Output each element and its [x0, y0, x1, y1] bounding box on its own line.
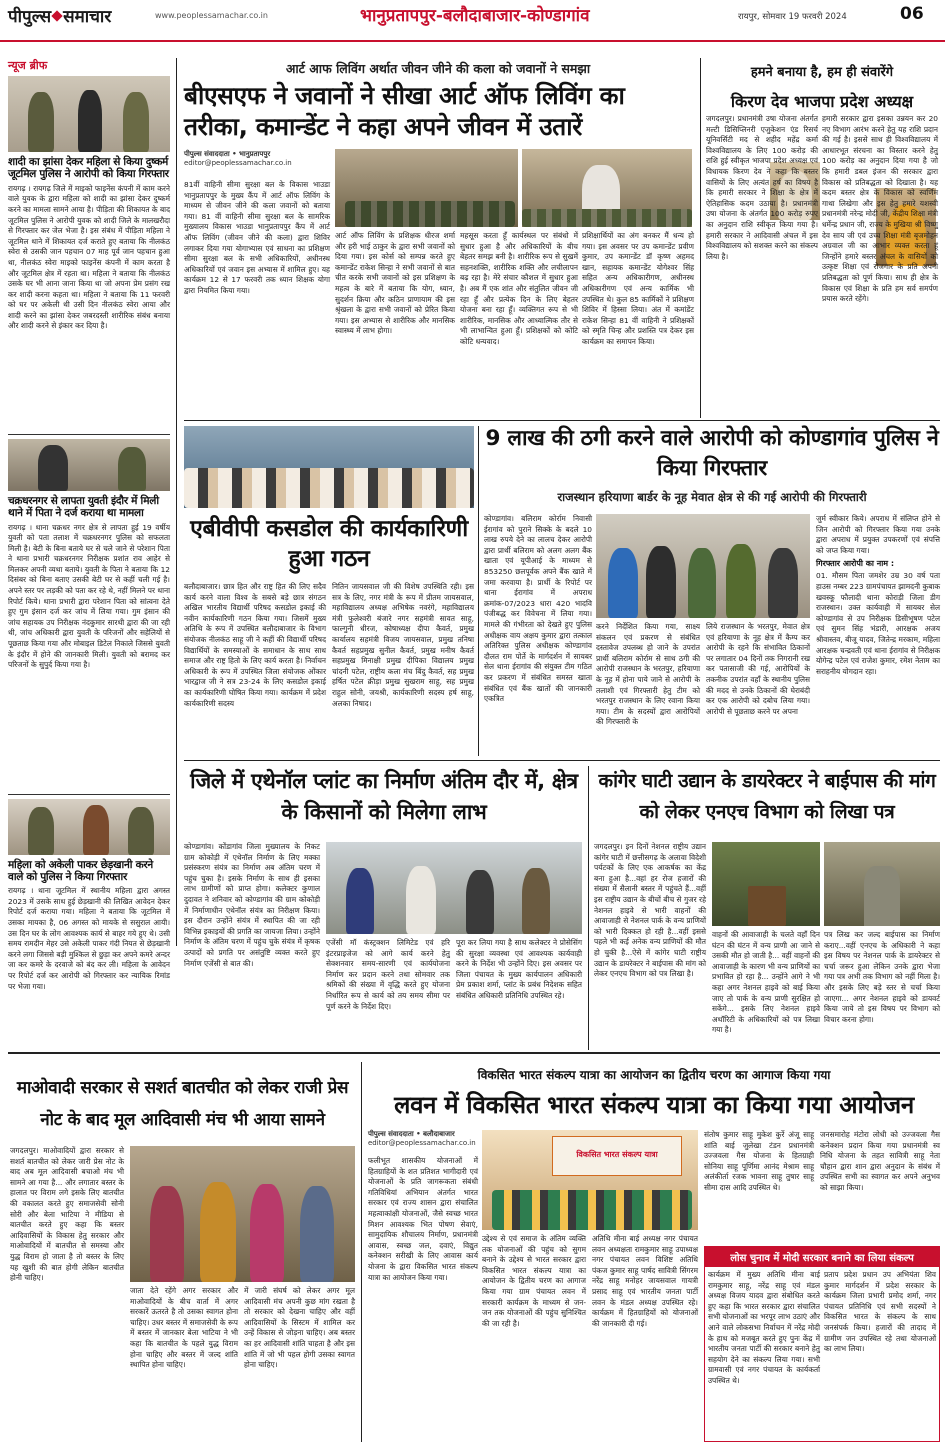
vbsy-col2: उद्देश्य से एवं समाज के अंतिम व्यक्ति तक योजनाओं की पहुंच को सुगम बनाने के उद्देश्य से भारत सरकार द्वारा विकसित भारत संकल्प यात्रा का आयोजन के द्वितीय चरण का आगाज किया गया ग्राम पंचायत लवन में सरकारी कार्यक्रम के माध्यम से जन-जन तक योजनाओं की पहुंच सुनिश्चित की जा रही है।	[482, 1234, 586, 1328]
fraud-col3-wrap	[816, 514, 940, 754]
fraud-col1: कोण्डागांव। बलिराम कोर्राम निवासी ईरागांव को पुराने सिक्के के बदले 10 लाख रुपये देने का लालच देकर आरोपी द्वारा प्रार्थी बलिराम को अलग अलग बैंक खाता एवं यूपीआई के माध्यम से 853250 छलपूर्वक अपने बैंक खाते में जमा करवाया है। प्रार्थी के रिपोर्ट पर थाना ईरागांव में अपराध क्रमांक-07/2023 धारा 420 भादवि पंजीबद्ध कर विवेचना में लिया गया। मामले की गंभीरता को देखते हुए पुलिस अधीक्षक वाय अक्षय कुमार द्वारा तत्काल अतिरिक्त पुलिस अधीक्षक कोण्डागांव दौलत राम पोर्ते के मार्गदर्शन में सायबर सेल थाना ईरागांव की संयुक्त टीम गठित कर प्रकरण में संबंधित समस्त खाता संबंधित एवं बैंक खातों की जानकारी एकत्रित	[484, 514, 592, 704]
bjp-headline: किरण देव भाजपा प्रदेश अध्यक्ष	[730, 92, 914, 111]
vbsy-col3: अतिथि मीना बाई अध्यक्ष नगर पंचायत लवन अध्यक्षता रामकुमार साहू उपाध्यक्ष नगर पंचायत लवन विशिष्ट अतिथि पंकज कुमार साहू पार्षद सावित्री सिंगरम नरेंद्र साहू मनोहर जायसवाल गायत्री प्रसाद साहू एवं भारतीय जनता पार्टी लवन के मंडल अध्यक्ष उपस्थित रहे। कार्यक्रम में हितग्राहियों को योजनाओं की जानकारी दी गई।	[592, 1234, 698, 1328]
fraud-headline: 9 लाख की ठगी करने वाले आरोपी को कोण्डागांव पुलिस ने किया गिरफ्तार	[485, 426, 939, 481]
vbsy-col5: जनसमारोह मंटोरा लोधी को उज्जवला गैस कनेक्शन प्रदान किया गया प्रधानमंत्री स्व निधि योजना के तहत सावित्री साहू नेता चौहान द्वारा शान द्वारा अनुदान के संबंध में उपस्थित सभी का स्वागत कर अपने अनुभव को साझा किया।	[820, 1130, 940, 1192]
kanger-col3: पत्र लिख कर जल्द बाईपास का निर्माण कराए...वहीं एनएच के अधिकारी ने कहा इस विषय पर नेशनल पार्क के डायरेक्टर से चर्चा जरूर हुआ लेकिन उनके द्वारा भेजा गया पत्र अभी तक विभाग को नहीं मिला है। और इसके लिए बड़े स्तर से चर्चा किया जाएगा... अगर नेशनल हाइवे को डायवर्ट किया जाये तो इस विषय पर विभाग को विचार करना होगा।	[824, 930, 940, 1024]
brief1-photo	[8, 76, 170, 152]
fraud-arrest-label: गिरफ्तार आरोपी का नाम :	[816, 559, 895, 569]
fraud-col2: करने निर्देशित किया गया, साक्ष्य संकलन एवं प्रकरण से संबंधित दस्तावेज उपलब्ध हो जाने के उपरांत प्रार्थी बलिराम कोर्राम से साथ ठगी की आरोपी राजस्थान के भरतपुर, हरियाणा के नूह में होना पाये जाने से आरोपी के तलाशी एवं गिरफ्तारी हेतु टीम को भरतपुर राजस्थान के लिए रवाना किया गया। टीम के सदस्यों द्वारा आरोपियों की गिरफ्तारी के	[596, 622, 700, 727]
brand-right: समाचार	[63, 7, 112, 27]
vbsy-byline-email: editor@peoplessamachar.co.in	[368, 1139, 476, 1147]
ethanol-col2: एजेंसी मॉ कंस्ट्रक्शन लिमिटेड एवं हरि इंटरप्राइजेज को आगे कार्य करने हेतु सेक्शनवार समय-सारणी एवं कार्ययोजना निर्माण कर प्रदान करने तथा सोमवार तक श्रमिकों की संख्या में वृद्धि करते हुए योजना निर्धारित रूप से कार्य को तय समय सीमा पर पूर्ण करने के निर्देश दिए।	[326, 938, 450, 1011]
kanger-photo-2	[824, 842, 940, 926]
bsf-col3: महसूस करता हूँ कार्यस्थल पर संबंधो में सुधार हुआ है और अधिकारियों के बीच बेहतर समझ बनी है। शारीरिक रूप से सुखमें सहनशक्ति, शारीरिक शक्ति और लचीलापन बढ़ रहा है। मेरे संचार कौशल में सुधार हुआ है। अब मैं एक शांत और संतुलित जीवन जी रहा हूँ और प्रत्येक दिन के लिए बेहतर योजना बना रहा हूँ। व्यक्तिगत रूप से भी शारीरिक, मानसिक और आध्यात्मिक तौर से भी लाभान्वित हुआ हूँ। प्रशिक्षकों को कोटि कोटि धन्यवाद।	[460, 231, 578, 346]
fraud-deck: राजस्थान हरियाणा बार्डर के नूह मेवात क्षेत्र से की गई आरोपी की गिरफ्तारी	[557, 490, 867, 504]
brand-left: पीपुल्स	[8, 7, 52, 27]
maoist-col3: में जारी संघर्ष को लेकर अगर मूल आदिवासी मंच अपनी कुछ मांग रखता है तो सरकार को देखना चाहिए और वहीं आदिवासियों के सिस्टम में शामिल कर उन्हें विकास से जोड़ना चाहिए। अब बस्तर का हर आदिवासी शांति चाहता है और इस शांति में जो भी पहल होगी उसका स्वागत होना चाहिए।	[244, 1286, 355, 1370]
vbsy-byline-name: पीपुल्स संवाददाता • बलौदाबाजार	[368, 1130, 455, 1138]
brief2-headline: चक्रधरनगर से लापता युवती इंदौर में मिली थाने में पिता ने दर्ज कराया था मामला	[8, 494, 159, 520]
ethanol-col3: पूरा कर लिया गया है साथ कलेक्टर ने प्रोसेसिंग की सुरक्षा व्यवस्था एवं आवश्यक कार्यवाही करने के निर्देश भी उन्होंने दिए। इस अवसर पर जिला पंचायत के मुख्य कार्यपालन अधिकारी प्रेम प्रकाश शर्मा, प्लांट के प्रबंध निदेशक सहित संबंधित अधिकारी प्रतिनिधि उपस्थित रहे।	[456, 938, 582, 1000]
fraud-col3b: 01. मौसम पिता जमशेर उम्र 30 वर्ष पता हाउस नम्बर 223 ग्रामपंचायत झामदनी कुबाक खवस्कू फौलादी थाना कोराड़ी जिला डीग राजस्थान। उक्त कार्यवाही में सायबर सेल कोण्डागांव से उप निरीक्षक डिसीभूषण पटेल एवं सुमन सिंह भंडारी, आरक्षक अजय श्रीवास्तव, बीजू यादव, जितेन्द्र मरकाम, महिला आरक्षक चन्द्रवती एवं थाना ईरागांव से निरीक्षक योगेन्द्र पटेल एवं राजेश कुमार, रमेश नेताम का सराहनीय योगदान रहा।	[816, 571, 940, 676]
maoist-col1: जगदलपुर। माओवादियों द्वारा सरकार से सशर्त बातचीत को लेकर जारी प्रेस नोट के बाद अब मूल आदिवासी बचाओ मंच भी सामने आ गया है... और लगातार बस्तर के हालात पर विराम लगे इसके लिए बातचीत की वकालत करते हुए समाजसेवी सोनी सोरी और बेला भाटिया ने मीडिया से बातचीत करते हुए कहा कि बस्तर आदिवासियों के विकास हेतु सरकार और माओवादियों में बातचीत से समस्या और युद्ध विराम हो जाता है तो बस्तर के लिए यह खुशी की बात होगी लेकिन बातचीत होनी चाहिए।	[10, 1146, 124, 1283]
fraud-col3: जुर्म स्वीकार किये। अपराध में संलिप्त होने से जिन आरोपी को गिरफ्तार किया गया उनके द्वारा अपराध में प्रयुक्त उपकरणों एवं संपत्ति को जप्त किया गया।	[816, 514, 940, 555]
bsf-byline-name: पीपुल्स संवाददाता • भानुप्रतापपुर	[184, 150, 271, 158]
fraud-photo	[596, 514, 810, 618]
modi-box	[704, 1246, 940, 1442]
brand-logo	[8, 4, 128, 26]
bsf-photo-2	[522, 149, 692, 227]
modi-body: कार्यक्रम में मुख्य अतिथि मीना बाई रामकुमार साहू, नरेंद्र साहू एवं मंडल अध्यक्ष विजय यादव द्वारा संबोधित करते हुए कहा कि भारत सरकार द्वारा संचालित सभी योजनाओं का भरपूर लाभ उठाएं और आने वाले लोकसभा निर्वाचन में नरेंद्र मोदी के हाथ को मजबूत करते हुए पुनः केंद्र में भारतीय जनता पार्टी की सरकार बनाने हेतु सहयोग देने का संकल्प लिया गया। सभी ग्रामवासी एवं नगर पंचायत के कार्यकर्ता उपस्थित थे।	[708, 1270, 820, 1385]
dateline: रायपुर, सोमवार 19 फरवरी 2024	[738, 12, 847, 22]
site-url[interactable]: www.peoplessamachar.co.in	[155, 11, 268, 20]
abvp-col1: बलौदाबाजार। छात्र हित और राष्ट्र हित की लिए सदैव कार्य करने वाला विश्व के सबसे बड़े छात्र संगठन अखिल भारतीय विद्यार्थी परिषद कसडोल इकाई की नवीन कार्यकारिणी गठन किया गया। जिसमें मुख्य अतिथि के रूप में उपस्थित बलौदाबाजार के विभाग संयोजक नीलकंठ साहू जी ने कहीं की विद्यार्थी परिषद विद्यार्थियों के समस्याओं के समाधान के साथ साथ समाज और राष्ट्र हितो के लिए कार्य करता है। निर्वाचन अधिकारी के रूप में उपस्थित जिला संयोजक ओंकार भारद्वाज जी ने सत्र 23-24 के लिए कसडोल इकाई का कार्यकारिणी घोषित किया गया। कार्यक्रम में प्रदेश कार्यकारिणी सदस्य	[184, 582, 326, 708]
bjp-kicker: हमने बनाया है, हम ही संवारेंगे	[750, 65, 894, 80]
vbsy-photo	[482, 1130, 698, 1230]
kanger-col1: जगदलपुर। इन दिनों नेशनल राष्ट्रीय उद्यान कांगेर घाटी में छत्तीसगढ़ के अलावा विदेशी पर्यटकों के लिए एक आकर्षक का केंद्र बना हुआ है...वहां हर रोज हजारों की संख्या में सैलानी बस्तर में पहुंचते हैं...वहीं इस राष्ट्रीय उद्यान के बीचों बीच से गुजर रहे नेशनल हाइवे से भारी वाहनों की आवाजाही से नेशनल पार्क के वन्य प्राणियों को भारी दिक्कत हो रही है...वहीं इससे पहले भी कई अनेक वन्य प्राणियों की मौत हो चुकी है...ऐसे में कांगेर घाटी राष्ट्रीय उद्यान के डायरेक्टर ने बाईपास की मांग को लेकर एनएच विभाग को पत्र लिखा है।	[594, 842, 706, 979]
brief2-body: रायगढ़ । थाना चक्रधर नगर क्षेत्र से लापता हुई 19 वर्षीय युवती को पता तलाश में चक्रधरनगर पुलिस को सफलता मिली है। बेटी के बिना बताये घर से चले जाने से परेशान पिता ने थाना प्रभारी चक्रधरनगर निरीक्षक प्रशांत राव आहेर से मिलकर अपनी व्यथा बताये। युवती के पिता ने बताया कि 12 दिसंबर को बिना बताए उसकी बेटी घर से कहीं चली गई है। अपने स्तर पर लड़की को पता कर रहे थे, नहीं मिलने पर थाना रिपोर्ट किये। थाना प्रभारी द्वारा परेशान पिता को सांत्वना देते हुए गुम इंसान दर्ज कर जांच में लिया गया। गुम इंसान की जांच सहायक उप निरीक्षक नंदकुमार सारथी द्वारा की जा रही थी, जांच अधिकारी द्वारा युवती के परिजनों और सहेलियों से पूछताछ किया गया और मोबाइल डिटेल निकाले जिससे युवती के इंदौर में होने की जानकारी मिली। युवती को बरामद कर परिजनों के सुपुर्द किया गया है।	[8, 522, 170, 670]
bsf-col1: 81वीं वाहिनी सीमा सुरक्षा बल के विकास भाउडा भानुप्रतापपुर के मुख्य कैंप में आर्ट ऑफ लिविंग के माध्यम से जीवन जीने की कला जवानों को बताया गया। 81 वीं वाहिनी सीमा सुरक्षा बल के सामरिक मुख्यालय विकास भाउडा भानुप्रतापपुर कैंप में आर्ट ऑफ लिविंग (जीवन जीने की कला) द्वारा शिविर लगाकर दिया गया योगाभ्यास एवं साधना का प्रशिक्षण सीमा सुरक्षा बल के सभी अधिकारियों, अधीनस्थ अधिकारियों एवं जवान इस अभ्यास में शामिल हुए। यह कार्यक्रम 12 से 17 फरवरी तक ध्यान शिक्षक योगा द्वारा नियमित किया गया।	[184, 180, 330, 295]
bsf-col2: आर्ट ऑफ लिविंग के प्रशिक्षक धीरज शर्मा और हरी भाई ठाकुर के द्वारा सभी जवानों को दिया गया। इस कोर्स को सम्पन्न करते हुए कमान्डेंट राकेश सिन्हा ने सभी जवानों से बात चीत करके सभी जवानों को इस प्रशिक्षण के महत्व के बारे में बताया कि योग, ध्यान, सुदर्शन क्रिया और कठिन प्राणायाम की इस श्रृंखला के द्वारा सभी जवानों को प्रेरित किया गया। इस अभ्यास से शारीरिक और मानसिक स्वास्थ्य में लाभ होगा।	[335, 231, 455, 336]
news-brief-label: न्यूज ब्रीफ	[8, 59, 48, 72]
maoist-headline: माओवादी सरकार से सशर्त बातचीत को लेकर राजी प्रेस नोट के बाद मूल आदिवासी मंच भी आया सामने	[16, 1078, 349, 1130]
logo-diamond-icon	[51, 10, 62, 21]
brief3-body: रायगढ़ । थाना जूटमिल में स्थानीय महिला द्वारा अगस्त 2023 में उसके साथ हुई छेड़खानी की लिखित आवेदन देकर रिपोर्ट दर्ज कराया गया। महिला ने बताया कि जूटमिल में उसका मायका है, 06 अगस्त को मायके से ससुराल आयी। उस दिन घर के लोग आवश्यक कार्य से बाहर गये हुए थे। उसी समय रामदीन मेहर उसे अकेली पाकर गंदी नियत से छेड़खानी करने लगा जिससे बड़ी मुश्किल से छुड़ा कर अपने कमरे अन्दर जा कर कमरे के दरवाजे को बंद कर ली। महिला के आवेदन पर रिपोर्ट दर्ज कर आरोपी को गिरफ्तार कर न्यायिक रिमांड पर भेजा गया।	[8, 886, 170, 991]
bjp-col1: जगदलपुर। प्रधानमंत्री उषा योजना अंतर्गत मल्टी डिसिप्लिनरी एजुकेशन एंड रिसर्च यूनिवर्सिटी मद से शहीद महेंद्र कर्मा विश्वविद्यालय के लिए 100 करोड़ की राशि हुई स्वीकृत भाजपा प्रदेश अध्यक्ष एवं विधायक किरण देव ने कहा कि बस्तर वासियों के लिए अत्यंत हर्ष का विषय है कि हमारी सरकार ने शिक्षा के क्षेत्र में ऐतिहासिक कदम उठाया है। प्रधानमंत्री उषा योजना के अंतर्गत 100 करोड़ रुपए का अनुदान राशि स्वीकृत किया गया है। हमारी सरकार ने आदिवासी अंचल में इस विश्वविद्यालय को सशक्त करने का संकल्प लिया है।	[706, 114, 818, 261]
bsf-byline-email: editor@peoplessamachar.co.in	[184, 159, 292, 167]
ethanol-col1: कोण्डागांव। कोंडागांव जिला मुख्यालय के निकट ग्राम कोकोड़ी में एथेनॉल निर्माण के लिए मक्का प्रसंस्करण संयंत्र का निर्माण अब अंतिम चरण में पहुंच चुका है। इसके निर्माण के साथ ही इसका लाभ ग्रामीणों को प्राप्त होगा। कलेक्टर कुणाल दुदावत ने शनिवार को कोण्डागांव की ग्राम कोकोड़ी में निर्माणाधीन एथेनॉल संयंत्र का निरीक्षण किया। इस दौरान उन्होंने संयंत्र में स्थापित की जा रही विभिन्न इकाइयों की प्रगति का जायजा लिया। उन्होंने निर्माण के अंतिम चरण में पहुंच चुके संयंत्र में कृषक उत्पादों को प्रगति पर असंतुष्टि व्यक्त करते हुए निर्माण एजेंसी से बात की।	[184, 842, 320, 968]
section-title: भानुप्रतापपुर-बलौदाबाजार-कोण्डागांव	[360, 6, 590, 26]
bsf-byline	[184, 150, 334, 168]
bsf-headline: बीएसएफ ने जवानों ने सीखा आर्ट ऑफ लिविंग का तरीका, कमान्डेंट ने कहा अपने जीवन में उतारें	[184, 81, 625, 141]
maoist-col2: जाता देते रहेंगे अगर सरकार और माओवादियों के बीच वार्ता में अगर सरकारें ऊतरते है तो उसका स्वागत होना चाहिए। उधर बस्तर में समाजसेवी के रूप में बस्तर में जानकार बेला भाटिया ने भी कहा कि बातचीत के पहले युद्ध विराम होना चाहिए और बस्तर में जल्द शांति स्थापित होना चाहिए।	[130, 1286, 238, 1370]
bsf-kicker: आर्ट आफ लिविंग अर्थात जीवन जीने की कला को जवानों ने समझा	[285, 61, 591, 76]
news-brief-column	[8, 58, 170, 991]
modi-headline: लोस चुनाव में मोदी सरकार बनाने का लिया संकल्प	[705, 1247, 939, 1267]
page-number: 06	[900, 4, 924, 24]
abvp-headline: एबीवीपी कसडोल की कार्यकारिणी हुआ गठन	[190, 516, 468, 572]
ethanol-headline: जिले में एथेनॉल प्लांट का निर्माण अंतिम दौर में, क्षेत्र के किसानों को मिलेगा लाभ	[190, 769, 578, 824]
modi-body2: प्रताप प्रदेश प्रधान उप अभियंता शिव कुमार मार्गदर्शन में प्रदेश सरकार के कार्यक्रम जिला प्रभारी प्रमोद शर्मा, नगर पंचायत प्रतिनिधि एवं सभी सदस्यों ने विकसित भारत के संकल्प के साथ जनसंपर्क किया। हजारों की तादाद में ग्रामीण जन उपस्थित रहे तथा योजनाओं का लाभ लिया।	[824, 1270, 936, 1354]
brief2-photo	[8, 439, 170, 491]
maoist-photo	[130, 1146, 355, 1282]
abvp-photo	[184, 426, 474, 508]
kanger-photo-1	[712, 842, 820, 926]
masthead	[0, 0, 945, 42]
brief3-photo	[8, 799, 170, 855]
bsf-photo-1	[335, 149, 518, 227]
brief1-headline: शादी का झांसा देकर महिला से किया दुष्कर्म जूटमिल पुलिस ने आरोपी को किया गिरफ्तार	[8, 156, 169, 181]
vbsy-banner	[552, 1136, 682, 1176]
vbsy-headline: लवन में विकसित भारत संकल्प यात्रा का किया गया आयोजन	[394, 1091, 914, 1119]
bjp-col2: हमारी सरकार द्वारा इसका उन्नयन कर 20 नए विभाग आरंभ करने हेतु यह राशि प्रदान की गई है। इससे साथ ही विश्वविद्यालय में आधारभूत संरचना का विस्तार करने हेतु 100 करोड़ का अनुदान दिया गया है जो कि हमारी डबल इंजन की सरकार द्वारा विकास को प्रतिबद्धता को दिखाता है। यह कदम बस्तर क्षेत्र के विकास को स्वर्णिम गाथा लिखेगा और इस हेतु हमारे यशस्वी प्रधानमंत्री नरेन्द्र मोदी जी, केंद्रीय शिक्षा मंत्री धर्मेन्द्र प्रधान जी, राज्य के मुखिया श्री विष्णु देव साय जी एवं उच्च शिक्षा मंत्री बृजमोहन अग्रवाल जी का आभार व्यक्त करता हूं जिन्होंने हमारे बस्तर अंचल के वासियों को उत्कृष्ट शिक्षा एवं रोजगार के प्रति अपनी प्रतिबद्धता को पूर्ण किया। साथ ही क्षेत्र के विकास एवं शिक्षा के प्रति हम सर्व समर्पण प्रयास करते रहेंगे।	[822, 114, 938, 304]
fraud-col2b: लिये राजस्थान के भरतपुर, मेवात क्षेत्र एवं हरियाणा के नूह क्षेत्र में कैम्प कर आरोपी के रहने कि संभावित ठिकानों पर लगातार 04 दिनों तक निगरानी रख कर पतासाजी की गई, आरोपियों के तकनीक उपरांत वहाँ के स्थानीय पुलिस की मदद से उनके ठिकानों की घेराबंदी कर एक आरोपी को दबोच लिया गया। आरोपी से पूछताछ करने पर अपना	[706, 622, 810, 716]
vbsy-col4: संतोष कुमार साहू मुकेश कुर्रे अंजू साहू शांति बाई जुलेखा टंडन प्रधानमंत्री उज्जवला गैस योजना के हितग्राही सोनिया साहू पूर्णिमा आनंद मेश्राम साहू अलंकीर्ता रजक भावना साहू तुषार साहू सीमा दास आदि उपस्थित थे।	[704, 1130, 814, 1192]
kanger-col2: वाहनों की आवाजाही के चलते वहाँ दिन घंटन की घंटन में वन्य प्राणी आ जाने से उसकी मौत हो जाती है... वहीं वाहनों की आवाजाही के कारण भी वन्य प्राणियों का प्रभावित हो रहा है... उन्होंने आगे ने भी कहा अगर नेशनल हाइवे को बाई किया जाए तो पार्क के वन्य प्राणी सुरक्षित हो सकेंगे... इसके लिए नेशनल हाइवे अथॉरिटी के अधिकारियों को पत्र लिखा गया है।	[712, 930, 820, 1035]
abvp-col2: नितिन जायसवाल जी की विशेष उपस्थिति रही। इस सत्र के लिए, नगर मंत्री के रूप में प्रीतम जायसवाल, महाविद्यालय अध्यक्ष अभिषेक नवरंगे, महाविद्यालय मंत्री फुलेश्वरी बंजारे नगर सहमंत्री सावत साहू, फाल्गुनी धीरज, कोषाध्यक्ष दीपा कैवर्त, प्रमुख कार्यालय सहमंत्री विजय जायसवाल, प्रमुख तनिषा कैवर्त सहप्रमुख सुनील कैवर्त, प्रमुख मनीष कैवर्त सहप्रमुख मिनाक्षी प्रमुख दीपिका विद्यालय प्रमुख चांदनी पटेल, राष्ट्रीय कला मंच बिंदु कैवर्त, सह प्रमुख हर्षित पटेल क्रीड़ा प्रमुख सुखराम साहू, सह प्रमुख राहुल सोनी, जयश्री, कार्यकारिणी सदस्य हर्ष साहू, अलका निषाद।	[332, 582, 474, 708]
ethanol-photo	[326, 842, 582, 934]
vbsy-col1: फलीभूत शासकीय योजनाओं में हितग्राहियों के शत प्रतिशत भागीदारी एवं योजनाओं के प्रति जागरूकता संबंधी गतिविधियां अभियान अंतर्गत भारत सरकार एवं राज्य शासन द्वारा संचालित महत्वाकांक्षी योजनाओं, जैसे स्वच्छ भारत मिशन आवश्यक भित पोषण सेवाएं, सामुदायिक शौचालय निर्माण, प्रधानमंत्री आवास, स्वच्छ जल, दवाएं, विद्युत कनेक्शन सरीखी के लिए आवास कार्य योजना के द्वारा विकसित भारत संकल्प यात्रा का आयोजन किया गया।	[368, 1156, 478, 1282]
vbsy-banner-text: विकसित भारत संकल्प यात्रा	[576, 1150, 658, 1159]
kanger-headline: कांगेर घाटी उद्यान के डायरेक्टर ने बाईपास की मांग को लेकर एनएच विभाग को लिखा पत्र	[598, 770, 936, 823]
vbsy-kicker: विकसित भारत संकल्प यात्रा का आयोजन का द्वितीय चरण का आगाज किया गया	[477, 1068, 831, 1082]
brief1-body: रायगढ़ । रायगढ़ जिले में माइको फाइनेंस कंपनी में काम करने वाले युवक के द्वारा महिला को शादी का झांसा देकर दुष्कर्म करने का मामला सामने आया है। पीड़िता की शिकायत के बाद जूटमिल पुलिस ने आरोपी युवक को शादी जिले के मालखरौदा से गिरफ्तार कर जेल भेजा है। इस संबंध में पीड़िता महिला ने जूटमिल थाने में शिकायत दर्ज कराते हुए बताया कि नीलकंठ स्वेरा से उसकी जान पहचान 07 माह पूर्व जान पहचान हुआ था, नीलकंठ स्वेरा माइको फाइनेंस कंपनी में काम करता है और जूटमिल क्षेत्र में रहता था। महिला ने बताया कि नीलकंठ उसके घर भी आना जाना किया था जो अपना प्रेम प्रसंग रख कर शादी करना कहता था। महिला ने बताया कि 11 फरवरी को घर पर अकेली थी उसी दिन नीलकंठ स्वेरा आया और शादी करने का झांसा देकर जबरदस्ती शारीरिक संबंध बनाया और शादी करने से इंकार कर दिया है।	[8, 183, 170, 331]
bsf-col4: प्रशिक्षार्थियों का अंग बनकर मैं धन्य हो गया। इस अवसर पर उप कमान्डेंट प्रवीण कुमार, उप कमान्डेंट डॉ कृष्ण अहमद खान, सहायक कमान्डेंट योगेश्वर सिंह सहित अन्य अधिकारीगण, अधीनस्थ अधिकारीगण एवं अन्य कार्मिक भी उपस्थित थे। कुल 85 कार्मिकों ने प्रशिक्षण शिविर में हिस्सा लिया। अंत में कमांडेंट राकेश सिन्हा 81 वीं वाहिनी ने प्रशिक्षकों को स्मृति चिन्ह और प्रशस्ति पत्र देकर इस कार्यक्रम का समापन किया।	[582, 231, 694, 346]
brief3-headline: महिला को अकेली पाकर छेड़खानी करने वाले को पुलिस ने किया गिरफ्तार	[8, 858, 153, 883]
